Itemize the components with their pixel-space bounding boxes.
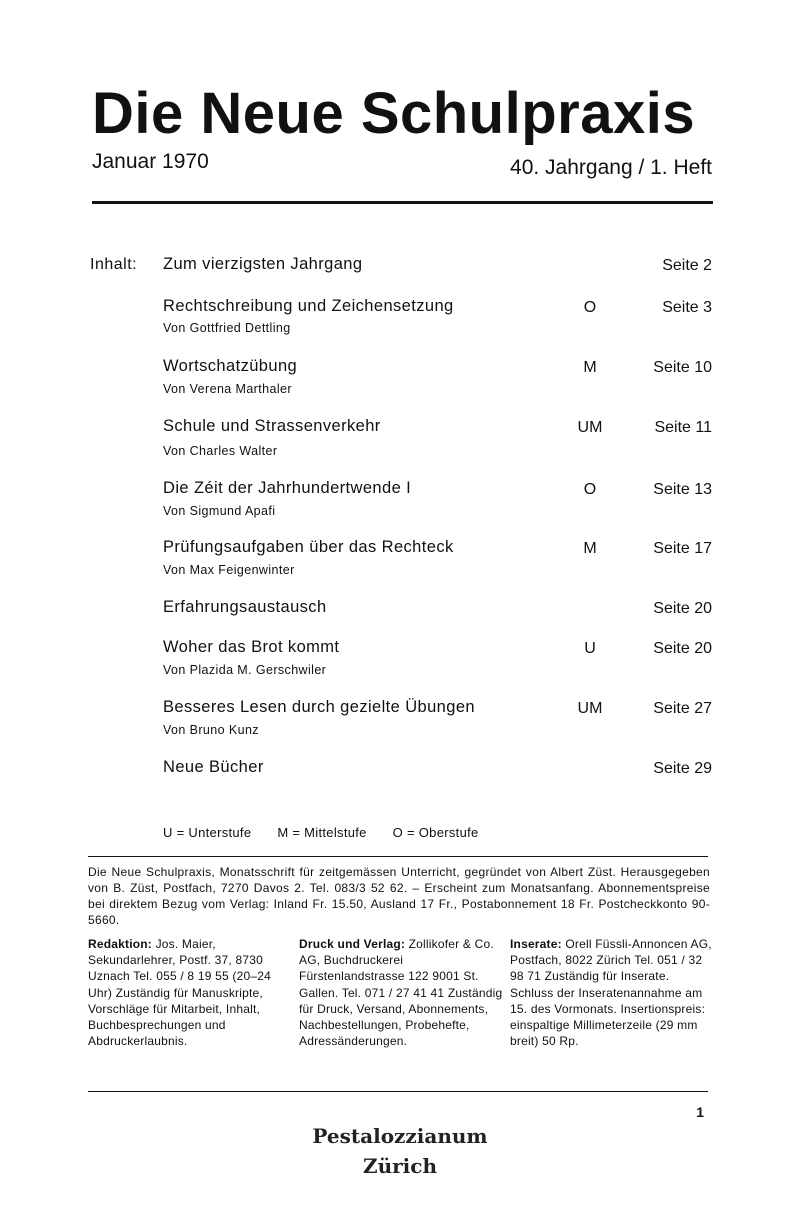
imprint-text: Die Neue Schulpraxis, Monatsschrift für zeitgemässen Unterricht, gegründet von Albert Züst. Herausgegeben von B. Züst, Postfach, 7270 Davos 2. Tel. 083/3 52 62. – Erscheint zum Monatsanfang. Abonnementspreise bei direktem Bezug vom Verlag: Inland Fr. 15.50, Ausland 17 Fr., Postabonnement 18 Fr. Postcheckkonto 90-5660. xyxy=(88,865,710,927)
toc-entry-title: Wortschatzübung xyxy=(163,357,298,375)
issue-date: Januar 1970 xyxy=(92,150,209,173)
imprint-divider xyxy=(88,856,708,857)
toc-entry-level: U xyxy=(584,640,596,657)
stamp-line-2: Zürich xyxy=(363,1154,437,1178)
toc-entry-title: Die Zéit der Jahrhundertwende I xyxy=(163,479,412,497)
toc-entry-page: Seite 10 xyxy=(653,359,712,376)
magazine-title: Die Neue Schulpraxis xyxy=(92,81,696,146)
library-stamp xyxy=(240,1121,560,1181)
toc-entry-level: UM xyxy=(577,700,603,717)
toc-entry-level: M xyxy=(583,540,597,557)
toc-entry-page: Seite 27 xyxy=(653,700,712,717)
legend-unterstufe: U = Unterstufe xyxy=(163,825,252,840)
level-legend xyxy=(163,825,501,840)
toc-entry-page: Seite 20 xyxy=(653,600,712,617)
toc-entry-title: Neue Bücher xyxy=(163,758,264,776)
toc-entry-page: Seite 13 xyxy=(653,481,712,498)
publisher-text: Zollikofer & Co. AG, Buchdruckerei Fürstenlandstrasse 122 9001 St. Gallen. Tel. 071 / 27 41 41 Zuständig für Druck, Versand, Abonnements, Nachbestellungen, Probehefte, Adressänderungen. xyxy=(299,937,503,1049)
publisher-label: Druck und Verlag: xyxy=(299,937,406,951)
editorial-text: Jos. Maier, Sekundarlehrer, Postf. 37, 8730 Uznach Tel. 055 / 8 19 55 (20–24 Uhr) Zuständig für Manuskripte, Vorschläge für Mitarbeit, Inhalt, Buchbesprechungen und Abdruckerlaubnis. xyxy=(88,937,271,1049)
toc-entry-author: Von Charles Walter xyxy=(163,444,278,458)
page-number: 1 xyxy=(696,1104,704,1120)
toc-entry-author: Von Bruno Kunz xyxy=(163,723,259,737)
toc-entry-page: Seite 11 xyxy=(654,419,712,436)
ads-column xyxy=(510,936,715,1049)
toc-entry-page: Seite 17 xyxy=(653,540,712,557)
header-divider xyxy=(92,201,713,204)
toc-entry-page: Seite 29 xyxy=(653,760,712,777)
toc-entry-author: Von Plazida M. Gerschwiler xyxy=(163,663,327,677)
toc-entry-level: O xyxy=(583,299,597,316)
editorial-label: Redaktion: xyxy=(88,937,153,951)
publisher-column xyxy=(299,936,504,1049)
legend-mittelstufe: M = Mittelstufe xyxy=(277,825,367,840)
toc-label: Inhalt: xyxy=(90,256,138,273)
toc-entry-title: Erfahrungsaustausch xyxy=(163,598,327,616)
issue-number: 40. Jahrgang / 1. Heft xyxy=(510,156,712,179)
ads-text: Orell Füssli-Annoncen AG, Postfach, 8022 Zürich Tel. 051 / 32 98 71 Zuständig für Inserate. Schluss der Inseratenannahme am 15. des Vormonats. Insertionspreis: einspaltige Millimeterzeile (29 mm breit) 50 Rp. xyxy=(510,937,712,1049)
legend-oberstufe: O = Oberstufe xyxy=(392,825,479,840)
toc-entry-title: Schule und Strassenverkehr xyxy=(163,417,381,435)
toc-entry-page: Seite 20 xyxy=(653,640,712,657)
toc-entry-level: M xyxy=(583,359,597,376)
toc-entry-page: Seite 3 xyxy=(662,299,712,316)
toc-entry-title: Woher das Brot kommt xyxy=(163,638,340,656)
toc-entry-level: UM xyxy=(577,419,603,436)
toc-entry-author: Von Max Feigenwinter xyxy=(163,563,295,577)
ads-label: Inserate: xyxy=(510,937,562,951)
toc-entry-level: O xyxy=(583,481,597,498)
toc-entry-title: Zum vierzigsten Jahrgang xyxy=(163,255,363,273)
toc-entry-author: Von Sigmund Apafi xyxy=(163,504,276,518)
stamp-line-1: Pestalozzianum xyxy=(312,1124,488,1148)
toc-entry-author: Von Verena Marthaler xyxy=(163,382,292,396)
editorial-column xyxy=(88,936,293,1049)
toc-entry-title: Besseres Lesen durch gezielte Übungen xyxy=(163,698,475,716)
toc-entry-title: Prüfungsaufgaben über das Rechteck xyxy=(163,538,454,556)
footer-divider xyxy=(88,1091,708,1092)
toc-entry-title: Rechtschreibung und Zeichensetzung xyxy=(163,297,454,315)
toc-entry-page: Seite 2 xyxy=(662,257,712,274)
toc-entry-author: Von Gottfried Dettling xyxy=(163,321,291,335)
